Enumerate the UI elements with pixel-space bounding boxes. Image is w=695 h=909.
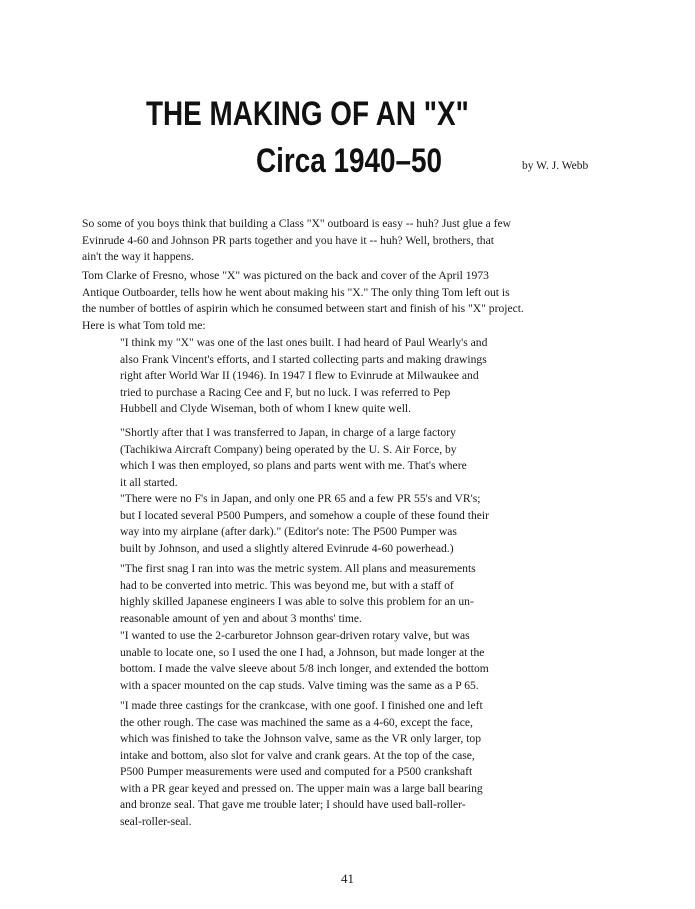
text-line: with a PR gear keyed and pressed on. The upper main was a large ball bearing [120, 781, 483, 795]
text-line: tried to purchase a Racing Cee and F, but no luck. I was referred to Pep [120, 385, 451, 399]
page-number: 41 [341, 871, 354, 886]
text-line: which was finished to take the Johnson valve, same as the VR only larger, top [120, 732, 482, 745]
text-line: (Tachikiwa Aircraft Company) being operated by the U. S. Air Force, by [120, 442, 457, 456]
text-line: "I made three castings for the crankcase, with one goof. I finished one and left [120, 699, 483, 712]
text-line: it all started. [120, 475, 178, 489]
text-line: and bronze seal. That gave me trouble later; I should have used ball-roller- [120, 798, 466, 811]
intro-paragraph-2 [82, 268, 524, 334]
text-line: "I wanted to use the 2-carburetor Johnson gear-driven rotary valve, but was [120, 629, 470, 642]
text-line: intake and bottom, also slot for valve and crank gears. At the top of the case, [120, 748, 475, 762]
text-line: had to be converted into metric. This was beyond me, but with a staff of [120, 578, 454, 592]
text-line: "Shortly after that I was transferred to Japan, in charge of a large factory [120, 426, 456, 439]
text-line: which I was then employed, so plans and parts went with me. That's where [120, 459, 467, 472]
text-line: right after World War II (1946). In 1947 I flew to Evinrude at Milwaukee and [120, 369, 479, 382]
text-line: Evinrude 4-60 and Johnson PR parts together and you have it -- huh? Well, brothers, that [82, 233, 494, 247]
quote-paragraph-1 [120, 335, 487, 418]
text-line: built by Johnson, and used a slightly altered Evinrude 4-60 powerhead.) [120, 541, 454, 555]
text-line: Antique Outboarder, tells how he went about making his "X." The only thing Tom left out is [82, 285, 510, 299]
quote-paragraph-5 [120, 628, 489, 694]
text-line: Hubbell and Clyde Wiseman, both of whom I knew quite well. [120, 402, 412, 415]
text-line: ain't the way it happens. [82, 250, 194, 263]
text-line: P500 Pumper measurements were used and computed for a P500 crankshaft [120, 765, 473, 778]
text-line: highly skilled Japanese engineers I was able to solve this problem for an un- [120, 595, 474, 608]
text-line: unable to locate one, so I used the one I had, a Johnson, but made longer at the [120, 645, 485, 659]
quote-paragraph-2 [120, 425, 467, 491]
text-line: reasonable amount of yen and about 3 months' time. [120, 611, 362, 625]
text-line: also Frank Vincent's efforts, and I started collecting parts and making drawings [120, 352, 487, 366]
text-line: way into my airplane (after dark)." (Editor's note: The P500 Pumper was [120, 525, 457, 538]
article-title-line-2: Circa 1940–50 [256, 142, 443, 180]
text-line: "There were no F's in Japan, and only one PR 65 and a few PR 55's and VR's; [120, 492, 481, 505]
intro-paragraph-1 [82, 216, 511, 266]
text-line: Tom Clarke of Fresno, whose "X" was pictured on the back and cover of the April 1973 [82, 269, 489, 282]
article-title-line-1: THE MAKING OF AN "X" [146, 95, 469, 133]
text-line: the number of bottles of aspirin which he consumed between start and finish of his "X" project. [82, 302, 524, 315]
quote-paragraph-4 [120, 561, 476, 627]
quote-paragraph-3 [120, 491, 489, 557]
byline: by W. J. Webb [522, 160, 589, 172]
text-line: So some of you boys think that building a Class "X" outboard is easy -- huh? Just glue a few [82, 217, 512, 230]
text-line: "The first snag I ran into was the metric system. All plans and measurements [120, 562, 476, 575]
text-line: the other rough. The case was machined the same as a 4-60, except the face, [120, 715, 473, 729]
text-line: with a spacer mounted on the cap studs. Valve timing was the same as a P 65. [120, 678, 479, 692]
text-line: seal-roller-seal. [120, 814, 192, 828]
text-line: Here is what Tom told me: [82, 318, 206, 332]
text-line: but I located several P500 Pumpers, and somehow a couple of these found their [120, 508, 489, 522]
quote-paragraph-6 [120, 698, 483, 830]
text-line: "I think my "X" was one of the last ones built. I had heard of Paul Wearly's and [120, 336, 488, 349]
text-line: bottom. I made the valve sleeve about 5/8 inch longer, and extended the bottom [120, 662, 489, 675]
